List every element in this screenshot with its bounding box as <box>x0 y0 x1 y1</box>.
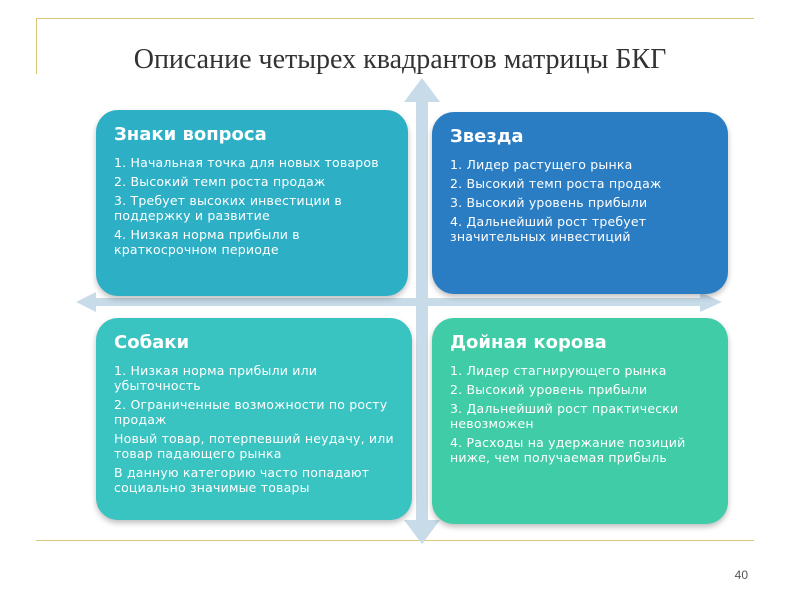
page-number: 40 <box>734 568 748 582</box>
list-item: 1. Лидер растущего рынка <box>450 157 633 172</box>
list-item: В данную категорию часто попадают социально значимые товары <box>114 465 370 495</box>
quadrant-title: Звезда <box>450 126 524 147</box>
quadrant-title: Собаки <box>114 332 190 353</box>
list-item: 2. Ограниченные возможности по росту продаж <box>114 397 388 427</box>
list-item: Новый товар, потерпевший неудачу, или товар падающего рынка <box>114 431 394 461</box>
quadrant-list <box>114 363 396 495</box>
quadrant-list <box>114 155 392 257</box>
list-item: 1. Низкая норма прибыли или убыточность <box>114 363 318 393</box>
slide-title: Описание четырех квадрантов матрицы БКГ <box>133 44 667 75</box>
list-item: 4. Низкая норма прибыли в краткосрочном периоде <box>114 227 300 257</box>
quadrant-cash-cow <box>432 318 728 524</box>
list-item: 4. Дальнейший рост требует значительных инвестиций <box>450 214 647 244</box>
list-item: 2. Высокий уровень прибыли <box>450 382 648 397</box>
list-item: 1. Начальная точка для новых товаров <box>114 155 379 170</box>
list-item: 4. Расходы на удержание позиций ниже, чем получаемая прибыль <box>450 435 686 465</box>
list-item: 3. Требует высоких инвестиции в поддержку и развитие <box>114 193 342 223</box>
quadrant-title: Знаки вопроса <box>114 124 267 145</box>
quadrant-star <box>432 112 728 294</box>
quadrant-title: Дойная корова <box>450 332 607 353</box>
list-item: 2. Высокий темп роста продаж <box>114 174 326 189</box>
list-item: 2. Высокий темп роста продаж <box>450 176 662 191</box>
list-item: 1. Лидер стагнирующего рынка <box>450 363 667 378</box>
list-item: 3. Дальнейший рост практически невозможен <box>450 401 679 431</box>
quadrant-list <box>450 363 712 465</box>
quadrant-list <box>450 157 712 244</box>
list-item: 3. Высокий уровень прибыли <box>450 195 648 210</box>
quadrant-dogs <box>96 318 412 520</box>
quadrant-question-marks <box>96 110 408 296</box>
